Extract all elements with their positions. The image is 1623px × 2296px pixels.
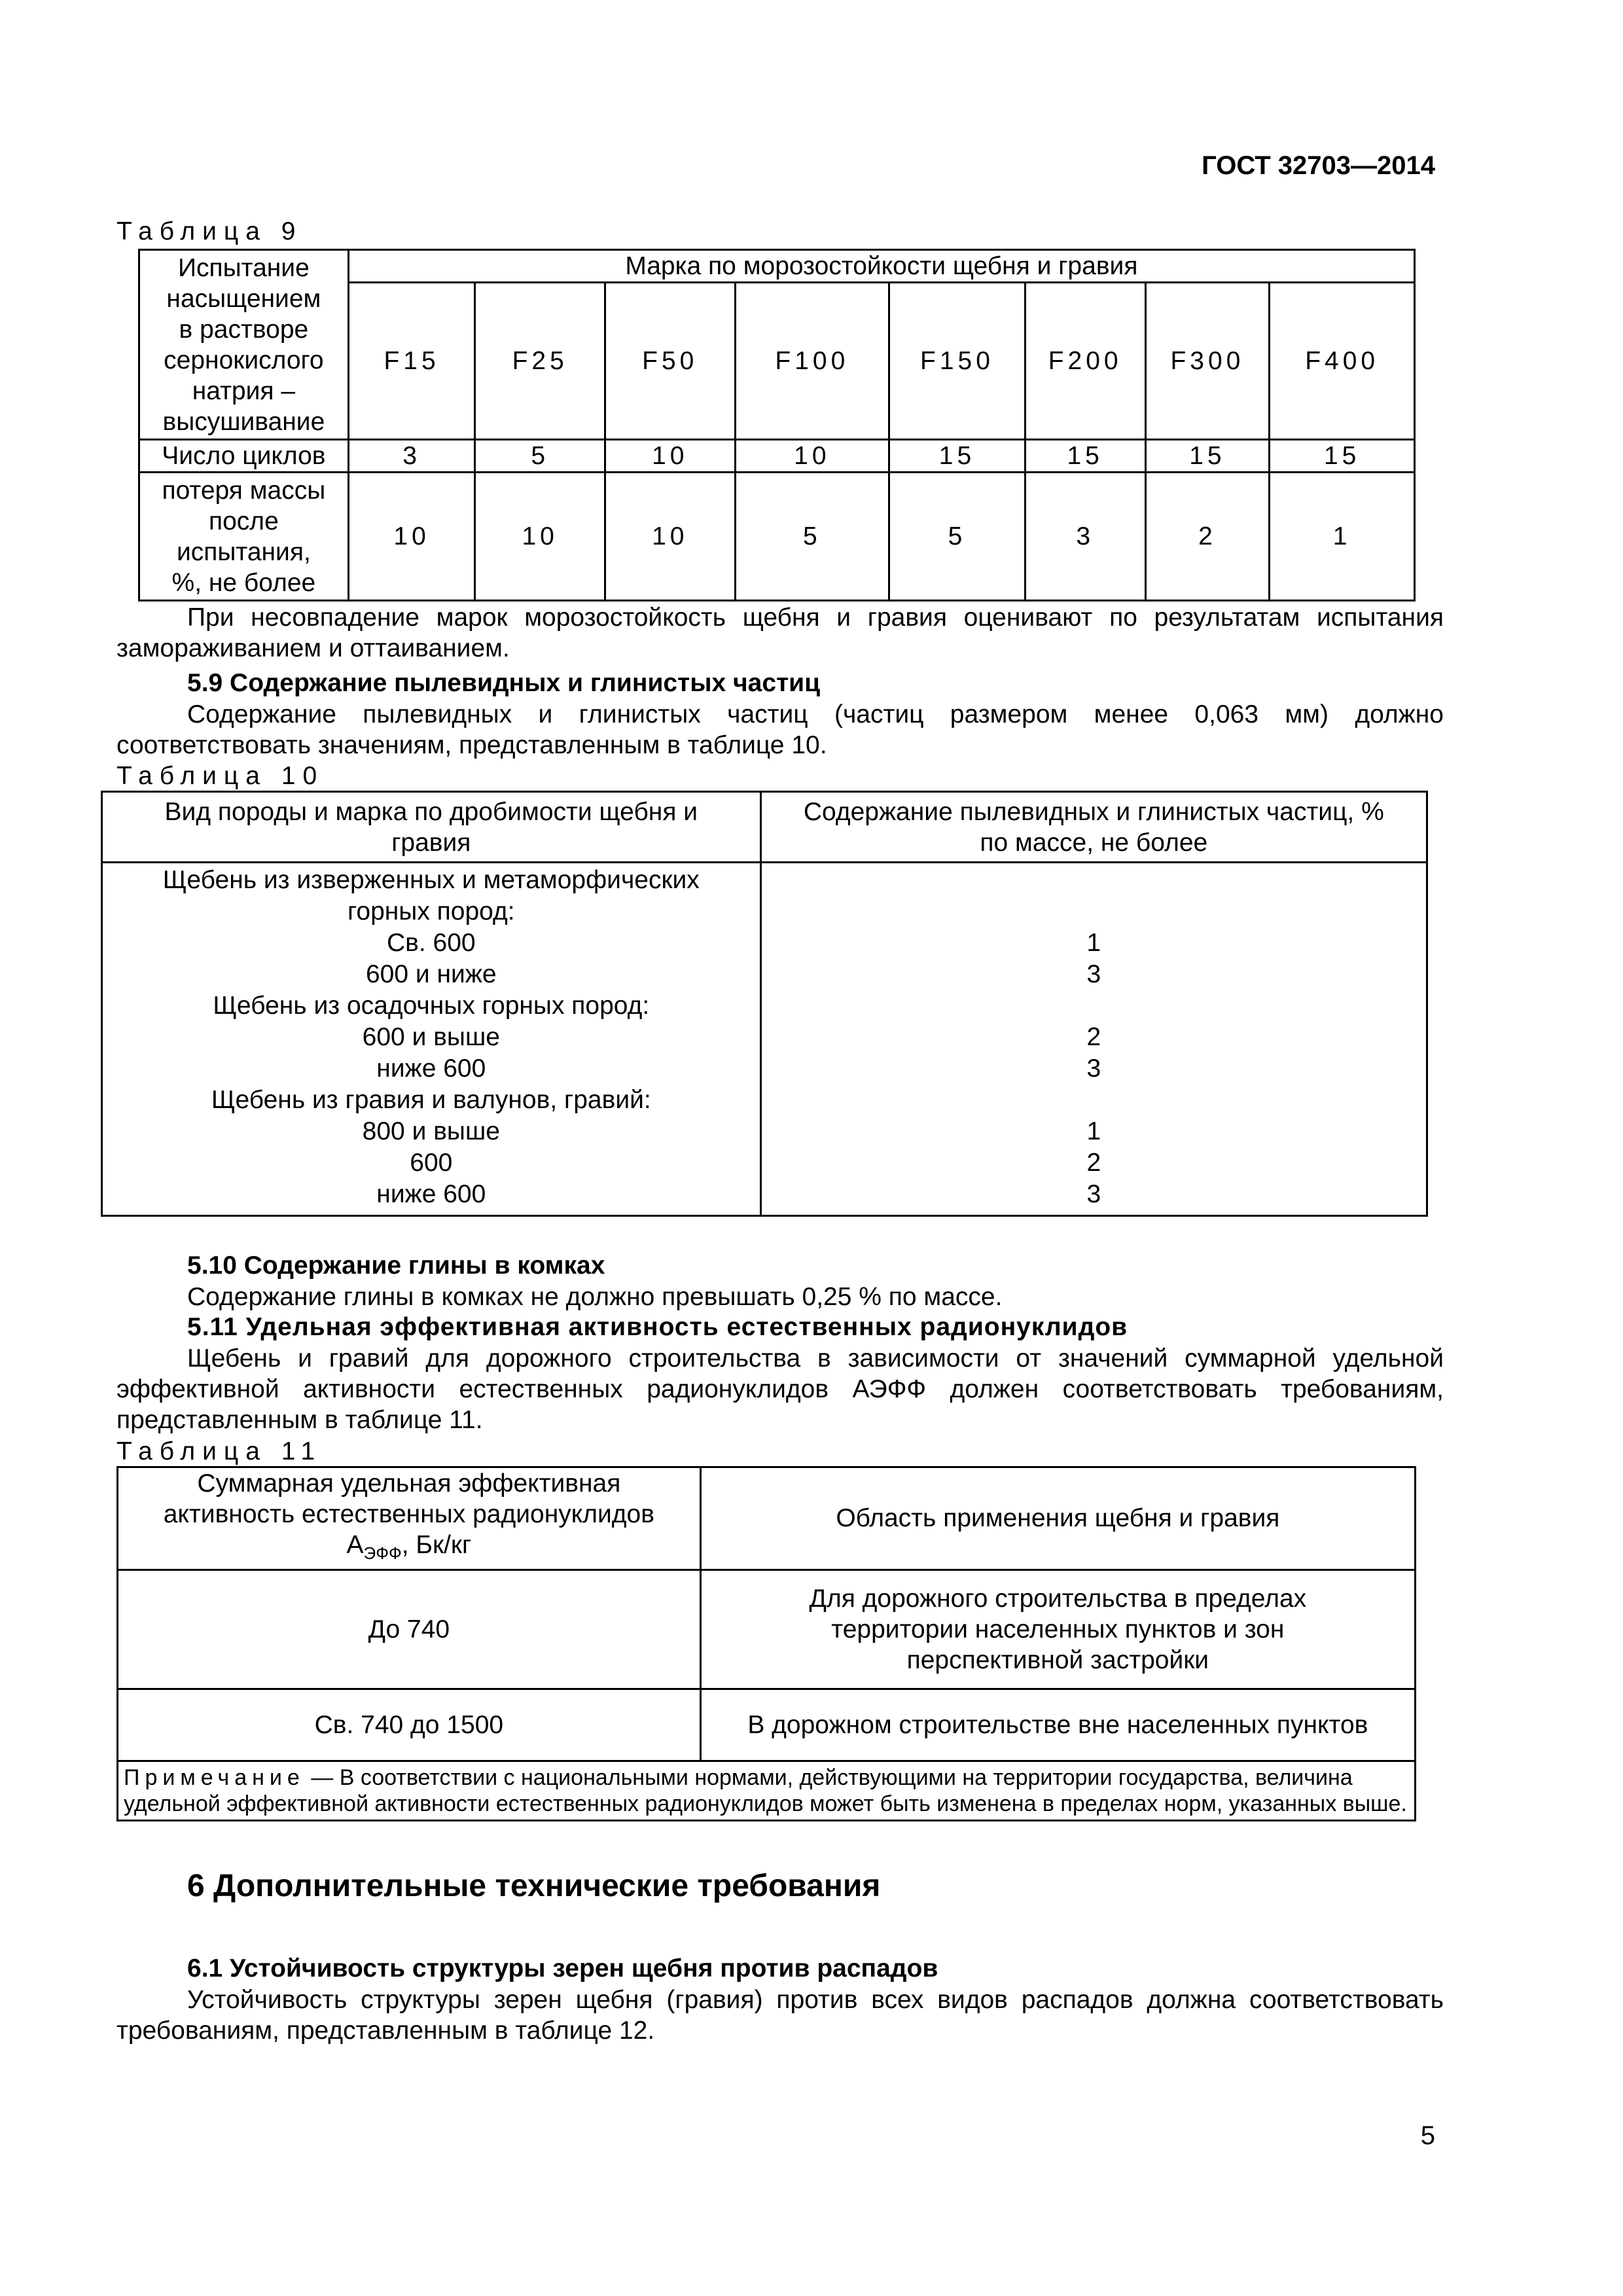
table10 xyxy=(101,791,1428,1217)
paragraph: Содержание глины в комках не должно превышать 0,25 % по массе. xyxy=(187,1283,1003,1311)
table9-caption: Таблица 9 xyxy=(116,217,303,245)
table-row xyxy=(118,1570,1416,1689)
row-label: Число циклов xyxy=(139,440,349,473)
table-cell: 10 xyxy=(348,473,475,601)
table-cell: До 740 xyxy=(118,1570,701,1689)
table10-caption: Таблица 10 xyxy=(116,762,325,790)
table9-group-header: Марка по морозостойкости щебня и гравия xyxy=(348,250,1414,283)
table-cell: 10 xyxy=(475,473,605,601)
column-header: Вид породы и марка по дробимости щебня и гравия xyxy=(102,792,761,863)
section-heading: 5.11 Удельная эффективная активность естественных радионуклидов xyxy=(187,1313,1128,1341)
dust-content-list: 1 3 2 3 1 2 3 xyxy=(760,863,1427,1216)
section-heading: 6.1 Устойчивость структуры зерен щебня против распадов xyxy=(187,1954,938,1982)
table-cell: 15 xyxy=(1270,440,1415,473)
note-label: Примечание xyxy=(124,1765,305,1790)
page-number: 5 xyxy=(1420,2121,1435,2150)
paragraph: Устойчивость структуры зерен щебня (гравия) против всех видов распадов должна соответствовать требованиям, представленным в таблице 12. xyxy=(116,1986,1444,2045)
table9 xyxy=(138,249,1416,601)
grade-header: F25 xyxy=(475,283,605,440)
grade-header: F150 xyxy=(889,283,1026,440)
chapter-heading: 6 Дополнительные технические требования xyxy=(187,1869,881,1903)
table-row xyxy=(118,1689,1416,1761)
grade-header: F50 xyxy=(605,283,735,440)
table-note xyxy=(118,1761,1416,1820)
grade-header: F300 xyxy=(1145,283,1270,440)
table11-caption: Таблица 11 xyxy=(116,1437,323,1465)
table-cell: 15 xyxy=(1145,440,1270,473)
table-cell: 3 xyxy=(1025,473,1145,601)
table-cell: 15 xyxy=(1025,440,1145,473)
grade-header: F200 xyxy=(1025,283,1145,440)
table-cell: В дорожном строительстве вне населенных пунктов xyxy=(700,1689,1415,1761)
section-heading: 5.10 Содержание глины в комках xyxy=(187,1251,605,1280)
table-cell: 1 xyxy=(1270,473,1415,601)
table-cell: 10 xyxy=(605,440,735,473)
rock-type-list: Щебень из изверженных и метаморфических горных пород: Св. 600 600 и ниже Щебень из осадочных горных пород: 600 и выше ниже 600 Щебень из гравия и валунов, гравий: 800 и выше 600 ниже 600 xyxy=(102,863,761,1216)
table-cell: 5 xyxy=(889,473,1026,601)
table-cell: 2 xyxy=(1145,473,1270,601)
table-cell: Для дорожного строительства в пределах территории населенных пунктов и зон перспективной застройки xyxy=(700,1570,1415,1689)
paragraph: Содержание пылевидных и глинистых частиц (частиц размером менее 0,063 мм) должно соответствовать значениям, представленным в таблице 10. xyxy=(116,700,1444,759)
table-cell: 5 xyxy=(735,473,889,601)
table-cell: 15 xyxy=(889,440,1026,473)
table-row xyxy=(139,440,1415,473)
table9-row-header: Испытание насыщением в растворе сернокислого натрия – высушивание xyxy=(139,250,349,440)
column-header: Область применения щебня и гравия xyxy=(700,1467,1415,1570)
table11 xyxy=(116,1466,1416,1821)
paragraph: При несовпадение марок морозостойкость щебня и гравия оценивают по результатам испытания замораживанием и оттаиванием. xyxy=(116,603,1444,662)
note-text: — В соответствии с национальными нормами, действующими на территории государства, величина удельной эффективной активности естественных радионуклидов может быть изменена в пределах норм, указанных выше. xyxy=(124,1765,1407,1816)
table-row xyxy=(139,473,1415,601)
section-heading: 5.9 Содержание пылевидных и глинистых частиц xyxy=(187,669,821,697)
table-cell: 3 xyxy=(348,440,475,473)
table-row xyxy=(102,863,1427,1216)
table-cell: 10 xyxy=(735,440,889,473)
grade-header: F15 xyxy=(348,283,475,440)
document-header: ГОСТ 32703—2014 xyxy=(1202,151,1435,180)
column-header: Суммарная удельная эффективная активность естественных радионуклидов $А_{ЭФФ}$, Бк/кг xyxy=(118,1467,701,1570)
column-header: Содержание пылевидных и глинистых частиц, % по массе, не более xyxy=(760,792,1427,863)
table-cell: Св. 740 до 1500 xyxy=(118,1689,701,1761)
grade-header: F400 xyxy=(1270,283,1415,440)
grade-header: F100 xyxy=(735,283,889,440)
table-cell: 5 xyxy=(475,440,605,473)
row-label: потеря массы после испытания, %, не более xyxy=(139,473,349,601)
table-cell: 10 xyxy=(605,473,735,601)
paragraph: Щебень и гравий для дорожного строительства в зависимости от значений суммарной удельной эффективной активности естественных радионуклидов АЭФФ должен соответствовать требованиям, представленным в таблице 11. xyxy=(116,1344,1444,1434)
